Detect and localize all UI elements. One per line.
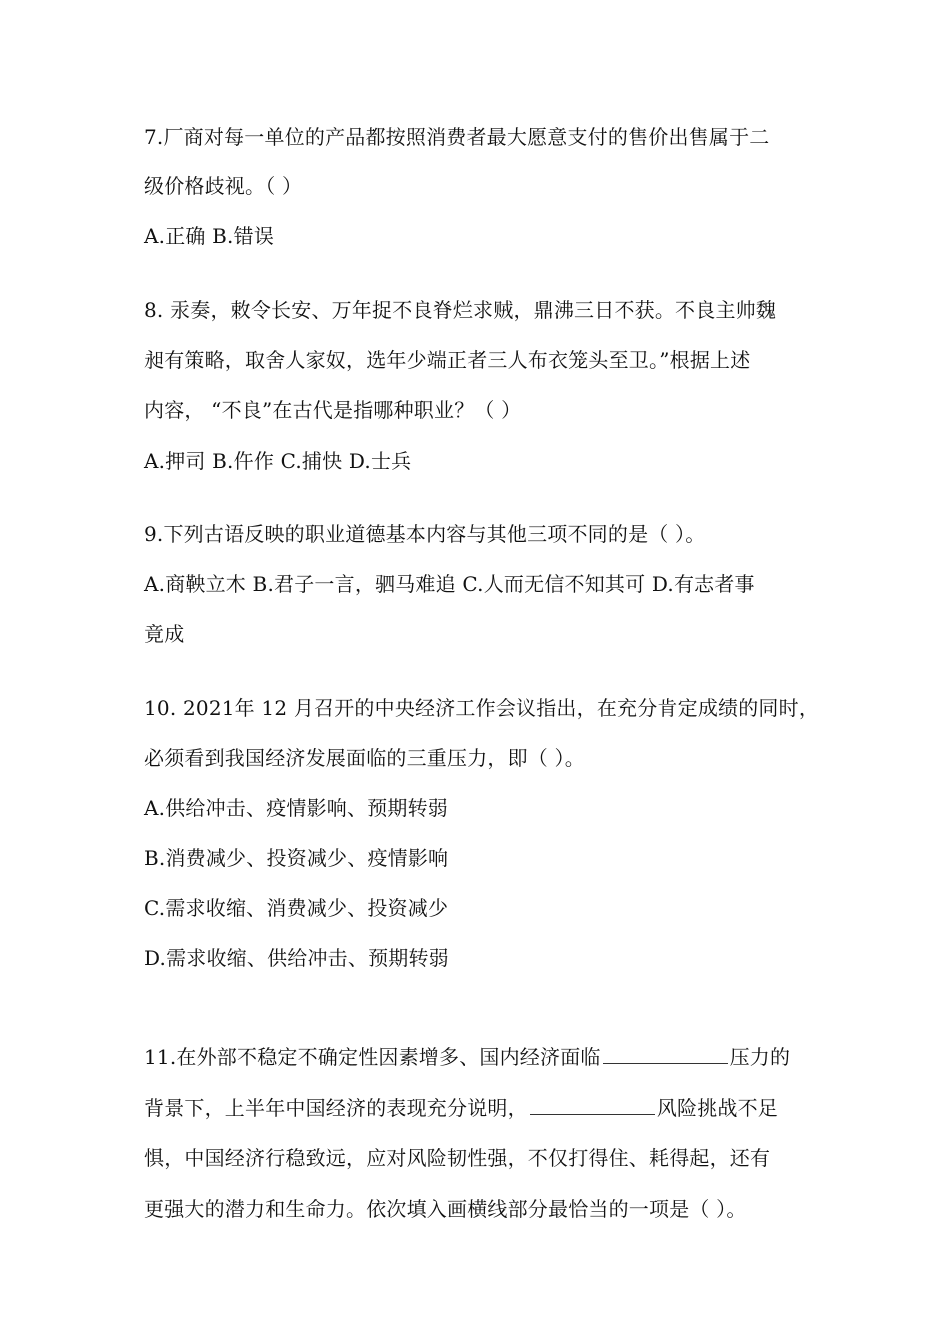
question-7-line-1: 7.厂商对每一单位的产品都按照消费者最大愿意支付的售价出售属于二 [144,125,770,149]
question-10-line-2: 必须看到我国经济发展面临的三重压力，即（ ）。 [144,746,585,770]
question-8-line-2: 昶有策略，取舍人家奴，选年少端正者三人布衣笼头至卫。”根据上述 [144,348,751,372]
question-8-line-3: 内容， “不良”在古代是指哪种职业？（ ） [144,398,522,422]
question-10-option-c: C.需求收缩、消费减少、投资减少 [144,896,449,920]
fill-in-blank-2[interactable] [530,1096,655,1115]
question-11-line-1-text-b: 压力的 [729,1045,791,1069]
fill-in-blank-1[interactable] [603,1045,728,1064]
question-8-options: A.押司 B.仵作 C.捕快 D.士兵 [144,449,412,473]
question-7-line-2: 级价格歧视。（ ） [144,174,303,198]
question-11-line-1-text-a: 11.在外部不稳定不确定性因素增多、国内经济面临 [144,1045,601,1069]
question-10-line-1: 10. 2021年 12 月召开的中央经济工作会议指出，在充分肯定成绩的同时， [144,696,820,720]
question-11-line-2-text-b: 风险挑战不足 [656,1096,779,1120]
question-11-line-2-text-a: 背景下，上半年中国经济的表现充分说明， [144,1096,528,1120]
question-11-line-1 [144,1045,790,1069]
question-9-line-1: 9.下列古语反映的职业道德基本内容与其他三项不同的是（ ）。 [144,522,706,546]
question-10-option-a: A.供给冲击、疫情影响、预期转弱 [144,796,449,820]
question-11-line-4: 更强大的潜力和生命力。依次填入画横线部分最恰当的一项是（ ）。 [144,1197,747,1221]
question-9-options-line-1: A.商鞅立木 B.君子一言，驷马难追 C.人而无信不知其可 D.有志者事 [144,572,755,596]
question-10-option-b: B.消费减少、投资减少、疫情影响 [144,846,449,870]
question-10-option-d: D.需求收缩、供给冲击、预期转弱 [144,946,449,970]
question-11-line-3: 惧，中国经济行稳致远，应对风险韧性强，不仅打得住、耗得起，还有 [144,1146,771,1170]
question-9-options-line-2: 竟成 [144,622,185,646]
question-7-options: A.正确 B.错误 [144,224,275,248]
question-11-line-2 [144,1096,778,1120]
question-8-line-1: 8. 汞奏，敕令长安、万年捉不良脊烂求贼，鼎沸三日不获。不良主帅魏 [144,298,777,322]
